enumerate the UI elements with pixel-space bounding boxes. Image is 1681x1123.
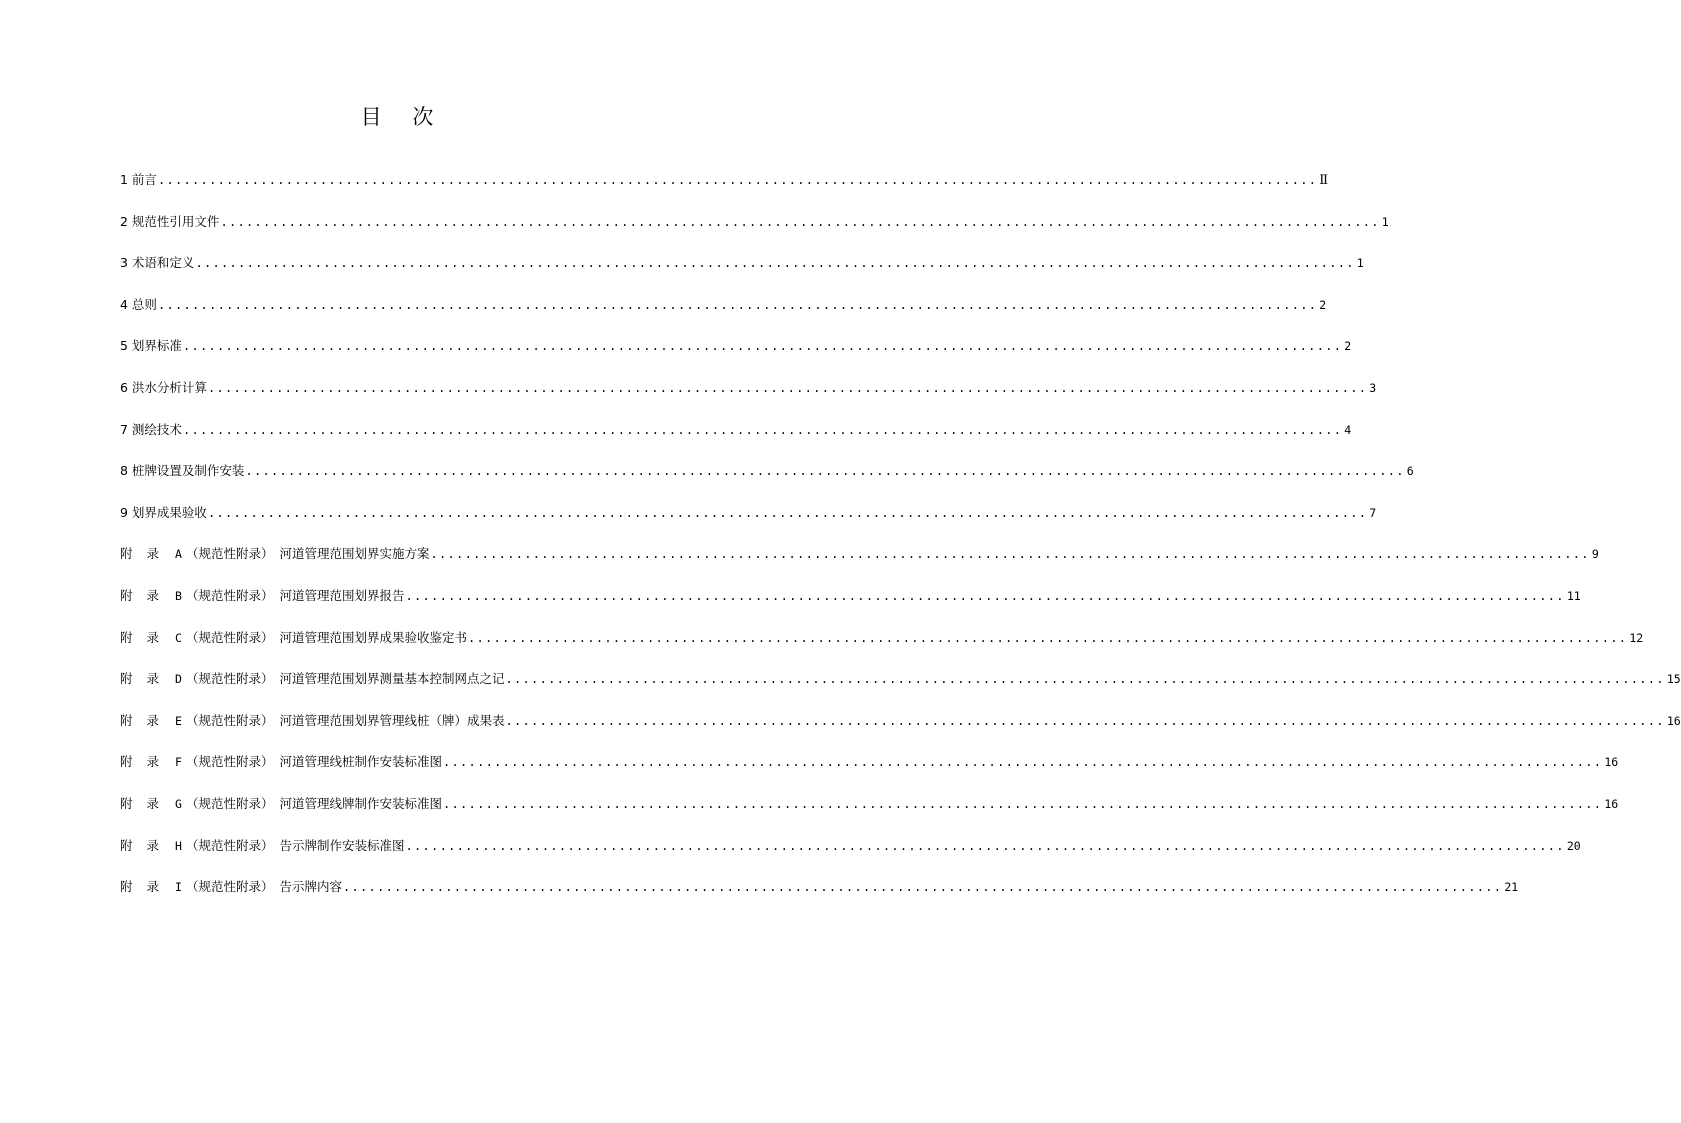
toc-page-number: 4: [1344, 422, 1352, 437]
toc-appendix-entry[interactable]: [120, 628, 1644, 670]
appendix-type: （规范性附录）: [185, 837, 274, 853]
appendix-letter: G: [175, 796, 182, 811]
toc-appendix-label: [120, 794, 442, 814]
toc-appendix-entry[interactable]: [120, 752, 1619, 794]
toc-page-number: 16: [1666, 713, 1681, 728]
toc-page-number: 12: [1629, 630, 1644, 645]
toc-entry-label: 6 洪水分析计算: [120, 379, 207, 395]
appendix-name: 河道管理范围划界管理线桩（牌）成果表: [279, 712, 505, 728]
toc-leader-dots: ........................................................................................................................................: [442, 796, 1603, 811]
toc-entry[interactable]: [120, 170, 1329, 212]
toc-leader-dots: ........................................................................................................................................: [182, 339, 1343, 354]
toc-leader-dots: ........................................................................................................................................: [442, 755, 1603, 770]
appendix-word: 附录: [120, 629, 174, 645]
toc-leader-dots: ........................................................................................................................................: [207, 505, 1368, 520]
toc-appendix-entry[interactable]: [120, 877, 1519, 919]
toc-entry-label: 7 测绘技术: [120, 421, 182, 437]
appendix-letter: A: [175, 547, 182, 562]
toc-leader-dots: ........................................................................................................................................: [467, 630, 1628, 645]
toc-entry-label: 2 规范性引用文件: [120, 213, 220, 229]
toc-appendix-label: [120, 544, 429, 564]
appendix-name: 河道管理范围划界报告: [279, 587, 405, 603]
toc-page-number: 2: [1319, 297, 1327, 312]
toc-page-number: 1: [1356, 256, 1364, 271]
appendix-letter: I: [175, 880, 182, 895]
appendix-letter: F: [175, 755, 182, 770]
toc-entry[interactable]: [120, 420, 1352, 462]
toc-appendix-label: [120, 877, 342, 897]
toc-leader-dots: ........................................................................................................................................: [195, 256, 1355, 271]
appendix-letter: H: [175, 838, 182, 853]
toc-entry-label: 3 术语和定义: [120, 255, 195, 271]
appendix-letter: D: [175, 672, 182, 687]
appendix-type: （规范性附录）: [185, 879, 274, 895]
toc-appendix-label: [120, 586, 404, 606]
appendix-name: 河道管理线牌制作安装标准图: [279, 795, 442, 811]
toc-appendix-entry[interactable]: [120, 586, 1581, 628]
toc-entry[interactable]: [120, 503, 1377, 545]
appendix-word: 附录: [120, 754, 174, 770]
toc-page-number: 11: [1566, 588, 1581, 603]
appendix-name: 告示牌内容: [279, 879, 342, 895]
toc-entry[interactable]: [120, 378, 1377, 420]
toc-page-number: 16: [1604, 755, 1619, 770]
toc-leader-dots: ........................................................................................................................................: [182, 422, 1343, 437]
toc-leader-dots: ........................................................................................................................................: [405, 838, 1565, 853]
appendix-type: （规范性附录）: [185, 671, 274, 687]
appendix-letter: E: [175, 713, 182, 728]
toc-page-number: 2: [1344, 339, 1352, 354]
toc-page-number: 15: [1666, 672, 1681, 687]
appendix-name: 河道管理范围划界测量基本控制网点之记: [279, 671, 505, 687]
toc-page-number: 1: [1381, 214, 1389, 229]
toc-appendix-entry[interactable]: [120, 836, 1581, 878]
toc-entry[interactable]: [120, 336, 1352, 378]
appendix-letter: B: [175, 588, 182, 603]
toc-leader-dots: ........................................................................................................................................: [245, 464, 1405, 479]
appendix-type: （规范性附录）: [185, 546, 274, 562]
toc-leader-dots: ........................................................................................................................................: [430, 547, 1590, 562]
appendix-word: 附录: [120, 837, 174, 853]
toc-page-number: 21: [1504, 880, 1519, 895]
appendix-word: 附录: [120, 795, 174, 811]
toc-appendix-entry[interactable]: [120, 669, 1681, 711]
toc-appendix-label: [120, 836, 404, 856]
appendix-type: （规范性附录）: [185, 629, 274, 645]
appendix-word: 附录: [120, 671, 174, 687]
toc-appendix-label: [120, 628, 467, 648]
toc-leader-dots: ........................................................................................................................................: [220, 214, 1380, 229]
toc-entry[interactable]: [120, 461, 1414, 503]
toc-appendix-entry[interactable]: [120, 711, 1681, 753]
appendix-word: 附录: [120, 546, 174, 562]
appendix-type: （规范性附录）: [185, 795, 274, 811]
toc-entry-label: 9 划界成果验收: [120, 504, 207, 520]
toc-entry-label: 4 总则: [120, 296, 157, 312]
appendix-type: （规范性附录）: [185, 587, 274, 603]
toc-page-number: 7: [1369, 505, 1377, 520]
appendix-word: 附录: [120, 587, 174, 603]
toc-entry-label: 5 划界标准: [120, 338, 182, 354]
toc-leader-dots: ........................................................................................................................................: [157, 173, 1318, 187]
table-of-contents: [120, 170, 1681, 919]
appendix-type: （规范性附录）: [185, 712, 274, 728]
toc-appendix-entry[interactable]: [120, 794, 1619, 836]
toc-entry[interactable]: [120, 253, 1364, 295]
appendix-name: 告示牌制作安装标准图: [279, 837, 405, 853]
toc-page-number: 6: [1406, 464, 1414, 479]
toc-leader-dots: ........................................................................................................................................: [207, 380, 1368, 395]
toc-leader-dots: ........................................................................................................................................: [405, 588, 1565, 603]
appendix-name: 河道管理线桩制作安装标准图: [279, 754, 442, 770]
appendix-name: 河道管理范围划界实施方案: [279, 546, 430, 562]
toc-appendix-label: [120, 752, 442, 772]
toc-page-number: 3: [1369, 380, 1377, 395]
appendix-name: 河道管理范围划界成果验收鉴定书: [279, 629, 467, 645]
toc-page-number: 20: [1566, 838, 1581, 853]
toc-appendix-label: [120, 711, 504, 731]
toc-page-number: 9: [1591, 547, 1599, 562]
toc-leader-dots: ........................................................................................................................................: [157, 297, 1318, 312]
appendix-word: 附录: [120, 712, 174, 728]
toc-leader-dots: ........................................................................................................................................: [505, 713, 1665, 728]
appendix-letter: C: [175, 630, 182, 645]
toc-appendix-label: [120, 669, 504, 689]
toc-appendix-entry[interactable]: [120, 544, 1599, 586]
appendix-word: 附录: [120, 879, 174, 895]
toc-page-number: Ⅱ: [1319, 173, 1329, 188]
toc-entry-label: 1 前言: [120, 172, 157, 187]
page-title: 目 次: [360, 105, 446, 129]
toc-leader-dots: ........................................................................................................................................: [342, 880, 1503, 895]
toc-entry[interactable]: [120, 295, 1327, 337]
toc-entry[interactable]: [120, 212, 1389, 254]
toc-leader-dots: ........................................................................................................................................: [505, 672, 1665, 687]
appendix-type: （规范性附录）: [185, 754, 274, 770]
toc-entry-label: 8 桩牌设置及制作安装: [120, 463, 245, 479]
toc-page-number: 16: [1604, 796, 1619, 811]
